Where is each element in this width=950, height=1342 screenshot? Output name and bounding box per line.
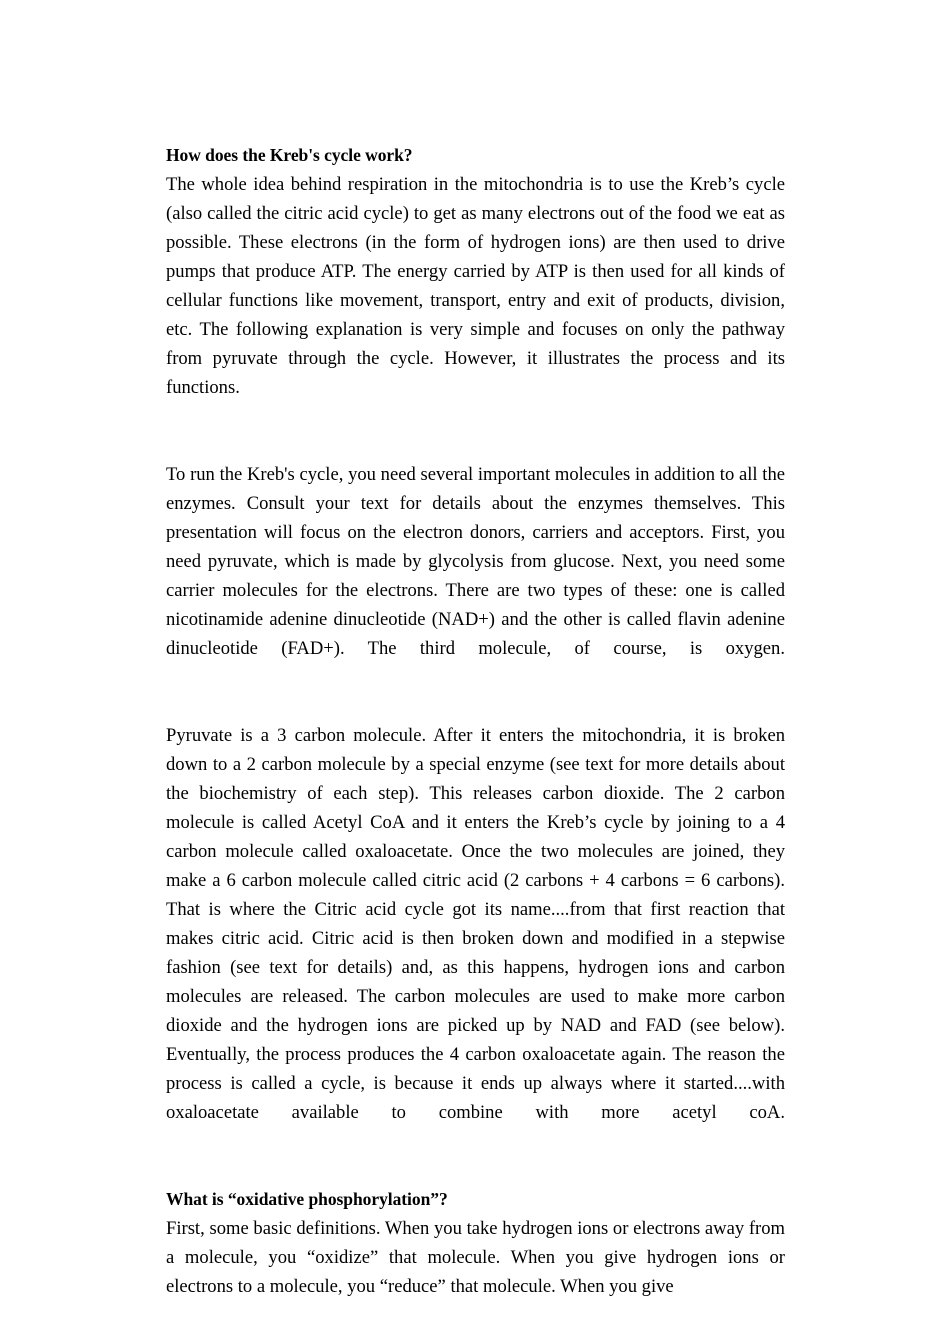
paragraph-krebs-overview: The whole idea behind respiration in the mitochondria is to use the Kreb’s cycle (also called the citric acid cycle) to get as many electrons out of the food we eat as possible. These electrons (in the form of hydrogen ions) are then used to drive pumps that produce ATP. The energy carried by ATP is then used for all kinds of cellular functions like movement, transport, entry and exit of products, division, etc. The following explanation is very simple and focuses on only the pathway from pyruvate through the cycle. However, it illustrates the process and its functions. <box>166 174 785 398</box>
paragraph-spacer-2 <box>166 692 785 721</box>
document-body <box>166 141 785 1301</box>
heading-oxidative-phosphorylation: What is “oxidative phosphorylation”? <box>166 1189 448 1209</box>
paragraph-required-molecules: To run the Kreb's cycle, you need several important molecules in addition to all the enzymes. Consult your text for details about the enzymes themselves. This presentation will focus on the electron donors, carriers and acceptors. First, you need pyruvate, which is made by glycolysis from glucose. Next, you need some carrier molecules for the electrons. There are two types of these: one is called nicotinamide adenine dinucleotide (NAD+) and the other is called flavin adenine dinucleotide (FAD+). The third molecule, of course, is oxygen. <box>166 464 785 659</box>
heading-krebs-cycle: How does the Kreb's cycle work? <box>166 145 413 165</box>
paragraph-oxidation-definitions: First, some basic definitions. When you take hydrogen ions or electrons away from a molecule, you “oxidize” that molecule. When you give hydrogen ions or electrons to a molecule, you “reduce” that molecule. When you give <box>166 1218 785 1297</box>
paragraph-spacer-1 <box>166 431 785 460</box>
paragraph-spacer-3 <box>166 1156 785 1185</box>
paragraph-pyruvate-pathway: Pyruvate is a 3 carbon molecule. After it enters the mitochondria, it is broken down to a 2 carbon molecule by a special enzyme (see text for more details about the biochemistry of each step). This releases carbon dioxide. The 2 carbon molecule is called Acetyl CoA and it enters the Kreb’s cycle by joining to a 4 carbon molecule called oxaloacetate. Once the two molecules are joined, they make a 6 carbon molecule called citric acid (2 carbons + 4 carbons = 6 carbons). That is where the Citric acid cycle got its name....from that first reaction that makes citric acid. Citric acid is then broken down and modified in a stepwise fashion (see text for details) and, as this happens, hydrogen ions and carbon molecules are released. The carbon molecules are used to make more carbon dioxide and the hydrogen ions are picked up by NAD and FAD (see below). Eventually, the process produces the 4 carbon oxaloacetate again. The reason the process is called a cycle, is because it ends up always where it started....with oxaloacetate available to combine with more acetyl coA. <box>166 725 785 1123</box>
